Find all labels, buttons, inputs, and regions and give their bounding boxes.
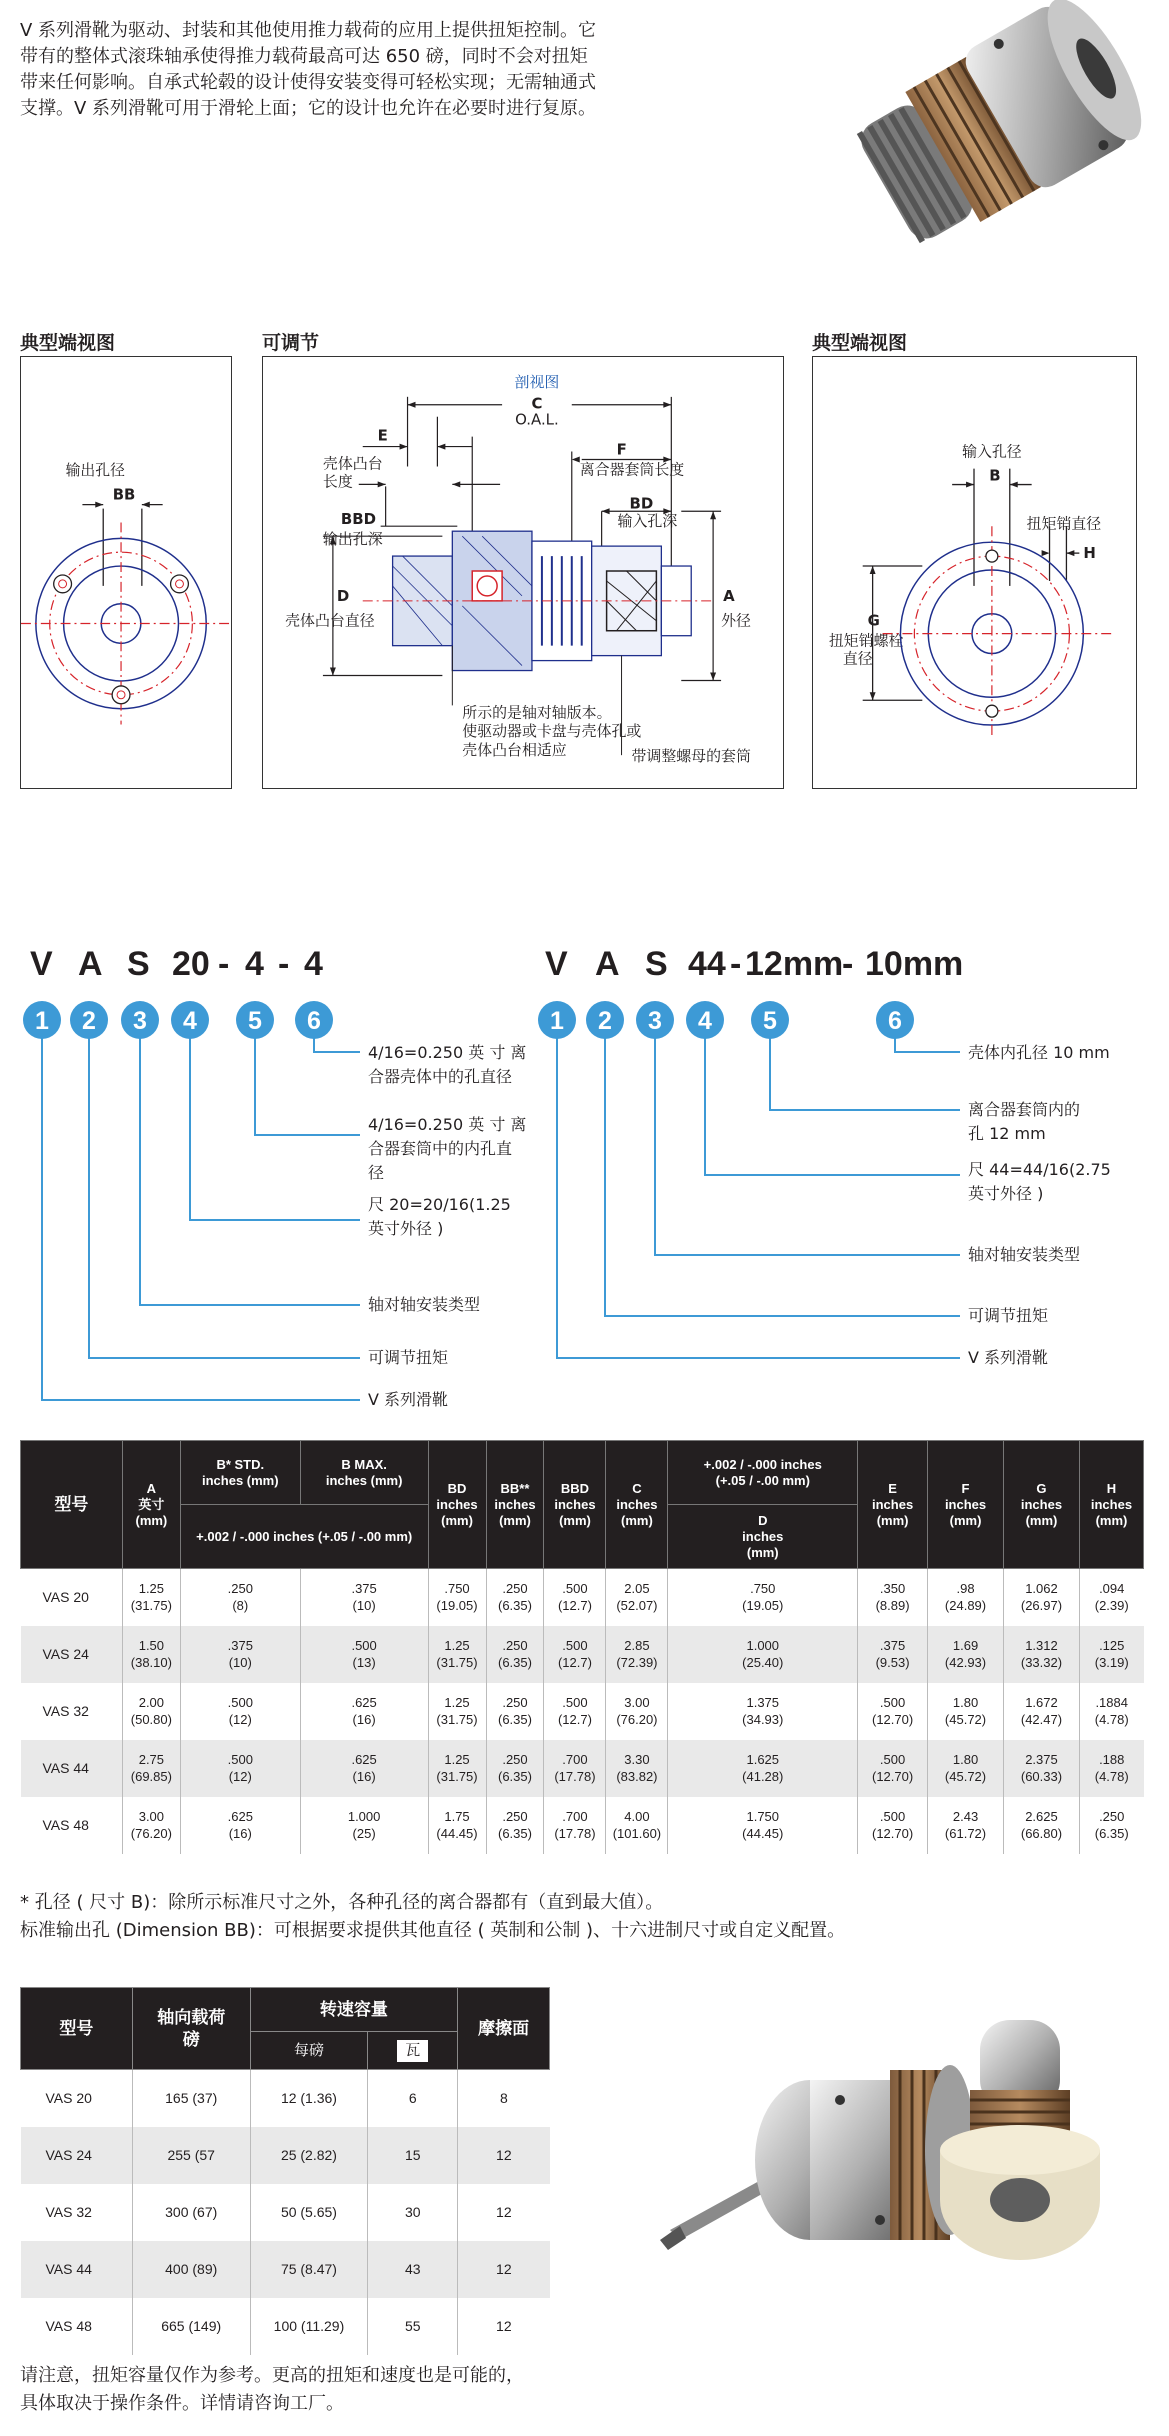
pn-left-char-housing: 4 (304, 945, 323, 983)
g-desc-1: 扭矩销螺栓 (828, 631, 904, 650)
value-cell: .375 (9.53) (858, 1626, 928, 1683)
end-view-output-diagram (20, 356, 232, 789)
value-cell: 3.00 (76.20) (122, 1797, 180, 1854)
value-cell: 1.000 (25.40) (668, 1626, 858, 1683)
value-cell: .350 (8.89) (858, 1569, 928, 1626)
value-cell: 2.05 (52.07) (606, 1569, 668, 1626)
value-cell: .375 (10) (300, 1569, 428, 1626)
th-bb: BB** inches (mm) (486, 1441, 544, 1569)
section-view-label: 剖视图 (514, 372, 560, 391)
value-cell: 255 (57 (132, 2127, 250, 2184)
pn-left-desc6-line2: 合器壳体中的孔直径 (368, 1067, 513, 1086)
value-cell: .500 (13) (300, 1626, 428, 1683)
value-cell: .500 (12.70) (858, 1740, 928, 1797)
value-cell: 25 (2.82) (250, 2127, 368, 2184)
circle-2-left: 2 (82, 1007, 96, 1035)
value-cell: 12 (458, 2298, 550, 2355)
note-line-2: 使驱动器或卡盘与壳体孔或 (462, 722, 642, 741)
pn-left-desc3: 轴对轴安装类型 (368, 1295, 481, 1314)
pn-right-char-dash-1: - (730, 945, 742, 983)
footer-note-line-2: 具体取决于操作条件。详情请咨询工厂。 (20, 2393, 344, 2414)
circle-4-right: 4 (698, 1007, 712, 1035)
pn-right-char-sleeve: 12mm (745, 945, 844, 983)
value-cell: 1.000 (25) (300, 1797, 428, 1854)
pn-left-char-a: A (78, 945, 103, 983)
th-b-std: B* STD. inches (mm) (180, 1441, 300, 1505)
value-cell: .250 (6.35) (486, 1797, 544, 1854)
pin-label: 扭矩销直径 (1026, 514, 1102, 533)
h-label: H (1083, 544, 1096, 563)
pn-left-desc5-line3: 径 (368, 1163, 385, 1182)
note-line-3: 壳体凸台相适应 (462, 741, 567, 760)
circle-1-right: 1 (550, 1007, 564, 1035)
oal-label: O.A.L. (515, 410, 559, 429)
model-cell: VAS 48 (21, 2298, 133, 2355)
cap-th-friction: 摩擦面 (458, 1988, 550, 2070)
g-label: G (867, 611, 880, 630)
value-cell: .500 (12.7) (544, 1683, 606, 1740)
table-row (21, 2070, 550, 2127)
pn-right-char-size: 44 (688, 945, 726, 983)
circle-3-left: 3 (133, 1007, 147, 1035)
value-cell: 1.375 (34.93) (668, 1683, 858, 1740)
value-cell: .188 (4.78) (1079, 1740, 1143, 1797)
a-desc: 外径 (721, 611, 751, 630)
model-cell: VAS 32 (21, 2184, 133, 2241)
value-cell: 300 (67) (132, 2184, 250, 2241)
th-d: D inches (mm) (668, 1505, 858, 1569)
bd-label: BD (629, 494, 654, 513)
value-cell: .1884 (4.78) (1079, 1683, 1143, 1740)
diagram-title-right: 典型端视图 (812, 332, 908, 354)
value-cell: 12 (458, 2241, 550, 2298)
pn-left-char-sleeve: 4 (245, 945, 264, 983)
th-bbd: BBD inches (mm) (544, 1441, 606, 1569)
pn-right-desc4-line2: 英寸外径 ) (968, 1184, 1044, 1203)
pn-right-desc6: 壳体内孔径 10 mm (968, 1043, 1110, 1062)
value-cell: 1.750 (44.45) (668, 1797, 858, 1854)
model-cell: VAS 44 (21, 2241, 133, 2298)
value-cell: .98 (24.89) (928, 1569, 1004, 1626)
value-cell: 1.312 (33.32) (1004, 1626, 1080, 1683)
value-cell: .500 (12.7) (544, 1626, 606, 1683)
th-h: H inches (mm) (1079, 1441, 1143, 1569)
value-cell: .500 (12) (180, 1740, 300, 1797)
model-cell: VAS 48 (21, 1797, 123, 1854)
model-cell: VAS 24 (21, 1626, 123, 1683)
value-cell: 2.85 (72.39) (606, 1626, 668, 1683)
cap-th-axial: 轴向载荷 磅 (132, 1988, 250, 2070)
note-line-1: 所示的是轴对轴版本。 (462, 703, 612, 722)
circle-5-left: 5 (248, 1007, 262, 1035)
value-cell: 665 (149) (132, 2298, 250, 2355)
table-row (21, 1569, 1144, 1626)
spec-table (20, 1440, 1144, 1854)
value-cell: 3.30 (83.82) (606, 1740, 668, 1797)
value-cell: .625 (16) (300, 1740, 428, 1797)
value-cell: .500 (12) (180, 1683, 300, 1740)
value-cell: .094 (2.39) (1079, 1569, 1143, 1626)
value-cell: .500 (12.70) (858, 1683, 928, 1740)
value-cell: .250 (6.35) (486, 1683, 544, 1740)
value-cell: 50 (5.65) (250, 2184, 368, 2241)
th-model: 型号 (21, 1441, 123, 1569)
pn-right-char-s: S (645, 945, 668, 983)
value-cell: .700 (17.78) (544, 1797, 606, 1854)
part-number-breakdown (0, 920, 1169, 1430)
value-cell: 1.625 (41.28) (668, 1740, 858, 1797)
d-desc: 壳体凸台直径 (285, 611, 375, 630)
value-cell: 6 (368, 2070, 458, 2127)
value-cell: 1.25 (31.75) (428, 1740, 486, 1797)
pn-right-desc4-line1: 尺 44=44/16(2.75 (968, 1160, 1111, 1179)
cross-section-diagram (262, 356, 784, 789)
pn-right-desc3: 轴对轴安装类型 (968, 1245, 1081, 1264)
th-g: G inches (mm) (1004, 1441, 1080, 1569)
table-row (21, 1626, 1144, 1683)
a-label: A (723, 586, 735, 605)
value-cell: .250 (6.35) (486, 1740, 544, 1797)
value-cell: 2.43 (61.72) (928, 1797, 1004, 1854)
f-desc: 离合器套筒长度 (579, 460, 685, 479)
b-label: B (989, 466, 1001, 485)
pn-left-desc4-line1: 尺 20=20/16(1.25 (368, 1195, 511, 1214)
value-cell: 43 (368, 2241, 458, 2298)
model-cell: VAS 32 (21, 1683, 123, 1740)
table-row (21, 1740, 1144, 1797)
note-bore: * 孔径 ( 尺寸 B)：除所示标准尺寸之外，各种孔径的离合器都有（直到最大值）。 (20, 1892, 664, 1913)
value-cell: .625 (16) (180, 1797, 300, 1854)
value-cell: 3.00 (76.20) (606, 1683, 668, 1740)
diagram-title-middle: 可调节 (262, 332, 320, 354)
f-label: F (616, 440, 627, 459)
pn-right-char-a: A (595, 945, 620, 983)
pn-left-char-dash-2: - (278, 945, 290, 983)
value-cell: .250 (8) (180, 1569, 300, 1626)
th-a: A 英寸 (mm) (122, 1441, 180, 1569)
value-cell: 1.75 (44.45) (428, 1797, 486, 1854)
table-row (21, 1683, 1144, 1740)
value-cell: 1.69 (42.93) (928, 1626, 1004, 1683)
pn-left-desc4-line2: 英寸外径 ) (368, 1219, 444, 1238)
th-bd: BD inches (mm) (428, 1441, 486, 1569)
th-b-max: B MAX. inches (mm) (300, 1441, 428, 1505)
circle-6-right: 6 (888, 1007, 902, 1035)
value-cell: 12 (458, 2184, 550, 2241)
value-cell: 12 (458, 2127, 550, 2184)
value-cell: 30 (368, 2184, 458, 2241)
output-bore-label: 输出孔径 (65, 460, 125, 479)
pn-right-char-dash-2: - (842, 945, 854, 983)
cap-th-speed: 转速容量 (250, 1988, 458, 2032)
value-cell: .500 (12.7) (544, 1569, 606, 1626)
value-cell: 1.062 (26.97) (1004, 1569, 1080, 1626)
value-cell: .375 (10) (180, 1626, 300, 1683)
th-b-tolerance: +.002 / -.000 inches (+.05 / -.00 mm) (180, 1505, 428, 1569)
value-cell: 2.75 (69.85) (122, 1740, 180, 1797)
c-label: C (531, 394, 543, 413)
pn-right-desc5-line1: 离合器套筒内的 (968, 1100, 1081, 1119)
table-row (21, 2241, 550, 2298)
circle-4-left: 4 (183, 1007, 197, 1035)
pn-right-desc2: 可调节扭矩 (968, 1306, 1049, 1325)
value-cell: 12 (1.36) (250, 2070, 368, 2127)
pn-right-desc5-line2: 孔 12 mm (968, 1124, 1046, 1143)
value-cell: 15 (368, 2127, 458, 2184)
value-cell: 1.25 (31.75) (428, 1683, 486, 1740)
th-e: E inches (mm) (858, 1441, 928, 1569)
cap-th-watt: 瓦 (368, 2032, 458, 2070)
value-cell: 100 (11.29) (250, 2298, 368, 2355)
d-label: D (336, 586, 350, 605)
pn-left-char-size: 20 (172, 945, 210, 983)
value-cell: .500 (12.70) (858, 1797, 928, 1854)
g-desc-2: 直径 (842, 649, 873, 668)
diagram-title-left: 典型端视图 (20, 332, 116, 354)
pn-left-desc6-line1: 4/16=0.250 英 寸 离 (368, 1043, 527, 1062)
e-label: E (377, 426, 388, 445)
circle-2-right: 2 (598, 1007, 612, 1035)
e-desc-2: 长度 (322, 472, 353, 491)
end-view-input-diagram (812, 356, 1137, 789)
product-photo-clutches (650, 2000, 1120, 2270)
note-output-bore: 标准输出孔 (Dimension BB)：可根据要求提供其他直径 ( 英制和公制 )、十六进制尺寸或自定义配置。 (20, 1920, 846, 1941)
footer-note-line-1: 请注意，扭矩容量仅作为参考。更高的扭矩和速度也是可能的， (20, 2365, 524, 2386)
value-cell: .625 (16) (300, 1683, 428, 1740)
value-cell: .250 (6.35) (486, 1626, 544, 1683)
circle-5-right: 5 (763, 1007, 777, 1035)
value-cell: .750 (19.05) (668, 1569, 858, 1626)
value-cell: 2.00 (50.80) (122, 1683, 180, 1740)
intro-paragraph: V 系列滑靴为驱动、封装和其他使用推力载荷的应用上提供扭矩控制。它带有的整体式滚珠轴承使得推力载荷最高可达 650 磅，同时不会对扭矩带来任何影响。自承式轮毂的设计使得安装变得可轻松实现；无需轴通式支撑。V 系列滑靴可用于滑轮上面；它的设计也允许在必要时进行复原。 (20, 20, 597, 119)
value-cell: .250 (6.35) (1079, 1797, 1143, 1854)
table-row (21, 1797, 1144, 1854)
value-cell: 1.25 (31.75) (428, 1626, 486, 1683)
table-row (21, 2298, 550, 2355)
pn-right-desc1: V 系列滑靴 (968, 1348, 1049, 1367)
pn-left-desc5-line2: 合器套筒中的内孔直 (368, 1139, 513, 1158)
capacity-table (20, 1987, 550, 2355)
model-cell: VAS 24 (21, 2127, 133, 2184)
table-row (21, 2184, 550, 2241)
value-cell: .700 (17.78) (544, 1740, 606, 1797)
th-c: C inches (mm) (606, 1441, 668, 1569)
bbd-label: BBD (340, 510, 376, 529)
bb-label: BB (112, 485, 136, 504)
value-cell: 4.00 (101.60) (606, 1797, 668, 1854)
value-cell: 1.80 (45.72) (928, 1683, 1004, 1740)
input-bore-label: 输入孔径 (962, 442, 1022, 461)
value-cell: 1.50 (38.10) (122, 1626, 180, 1683)
value-cell: 1.25 (31.75) (122, 1569, 180, 1626)
circle-1-left: 1 (35, 1007, 49, 1035)
cap-th-per-lb: 每磅 (250, 2032, 368, 2070)
pn-left-char-dash-1: - (218, 945, 230, 983)
pn-left-char-s: S (127, 945, 150, 983)
cap-th-model: 型号 (21, 1988, 133, 2070)
th-f: F inches (mm) (928, 1441, 1004, 1569)
value-cell: 400 (89) (132, 2241, 250, 2298)
value-cell: 165 (37) (132, 2070, 250, 2127)
value-cell: 75 (8.47) (250, 2241, 368, 2298)
bd-desc: 输入孔深 (617, 512, 678, 531)
value-cell: 2.375 (60.33) (1004, 1740, 1080, 1797)
product-photo-clutch (820, 0, 1150, 300)
circle-3-right: 3 (648, 1007, 662, 1035)
model-cell: VAS 20 (21, 2070, 133, 2127)
model-cell: VAS 44 (21, 1740, 123, 1797)
value-cell: .125 (3.19) (1079, 1626, 1143, 1683)
value-cell: 1.672 (42.47) (1004, 1683, 1080, 1740)
pn-left-desc1: V 系列滑靴 (368, 1390, 449, 1409)
pn-left-char-v: V (30, 945, 53, 983)
e-desc-1: 壳体凸台 (322, 454, 383, 473)
nut-desc: 带调整螺母的套筒 (631, 747, 751, 766)
bbd-desc: 输出孔深 (322, 530, 383, 549)
value-cell: 8 (458, 2070, 550, 2127)
value-cell: 55 (368, 2298, 458, 2355)
th-d-tol: +.002 / -.000 inches (+.05 / -.00 mm) (668, 1441, 858, 1505)
value-cell: 2.625 (66.80) (1004, 1797, 1080, 1854)
pn-right-char-housing: 10mm (865, 945, 964, 983)
value-cell: .750 (19.05) (428, 1569, 486, 1626)
pn-right-char-v: V (545, 945, 568, 983)
pn-left-desc5-line1: 4/16=0.250 英 寸 离 (368, 1115, 527, 1134)
pn-left-desc2: 可调节扭矩 (368, 1348, 449, 1367)
value-cell: .250 (6.35) (486, 1569, 544, 1626)
value-cell: 1.80 (45.72) (928, 1740, 1004, 1797)
model-cell: VAS 20 (21, 1569, 123, 1626)
circle-6-left: 6 (307, 1007, 321, 1035)
table-row (21, 2127, 550, 2184)
